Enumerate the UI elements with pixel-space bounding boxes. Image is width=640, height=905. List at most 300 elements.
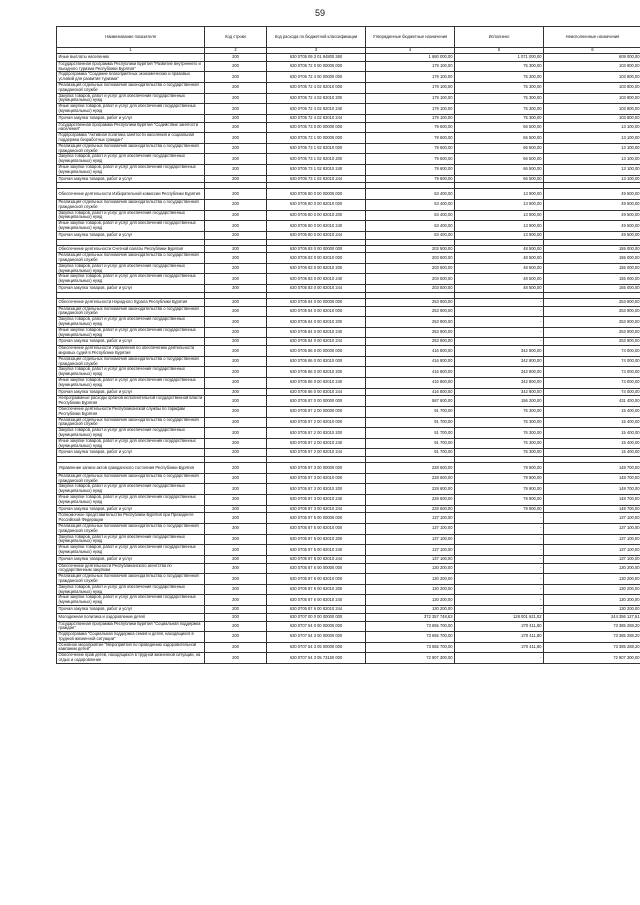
cell-approved: 79 600,00 <box>366 143 455 154</box>
cell-kbk: 630 0705 87 5 00 00000 000 <box>267 513 366 524</box>
cell-kbk: 630 0705 72 4 02 82010 244 <box>267 114 366 122</box>
cell-remaining: 13 100,00 <box>544 164 640 175</box>
cell-name: Государственная программа Республики Бурятия "Социальная поддержка граждан" <box>57 621 205 632</box>
cell-executed: 48 500,00 <box>455 285 544 293</box>
header-kbk: Код расхода по бюджетной классификации <box>267 27 366 48</box>
cell-kbk: 630 0705 72 0 00 00000 000 <box>267 61 366 72</box>
table-row <box>57 199 640 210</box>
cell-kbk: 630 0707 54 3 05 73150 000 <box>267 653 366 664</box>
cell-executed: - <box>455 523 544 534</box>
cell-kbk: 630 0705 86 0 00 82010 244 <box>267 388 366 396</box>
cell-name: Иные закупки товаров, работ и услуг для обеспечения государственных (муниципальных) нужд <box>57 327 205 338</box>
table-row <box>57 621 640 632</box>
cell-executed: - <box>455 545 544 556</box>
cell-name: Прочая закупка товаров, работ и услуг <box>57 388 205 396</box>
cell-row-code: 200 <box>205 317 267 328</box>
cell-name: Обеспечение прав детей, находящихся в трудной жизненной ситуации, на отдых и оздоровление <box>57 653 205 664</box>
cell-name: Реализация отдельных полномочий законодательства о государственной гражданской службе <box>57 143 205 154</box>
cell-remaining: 103 800,00 <box>544 114 640 122</box>
cell-row-code: 200 <box>205 175 267 183</box>
cell-executed: 75 300,00 <box>455 93 544 104</box>
cell-row-code: 200 <box>205 231 267 239</box>
cell-kbk: 630 0705 87 3 00 00000 000 <box>267 463 366 474</box>
cell-name: Закупка товаров, работ и услуг для обеспечения государственных (муниципальных) нужд <box>57 428 205 439</box>
table-row <box>57 285 640 293</box>
cell-row-code: 200 <box>205 555 267 563</box>
cell-name: Иные выплаты населению <box>57 54 205 62</box>
cell-approved: 203 500,00 <box>366 263 455 274</box>
cell-kbk: 630 0707 00 0 00 00000 000 <box>267 613 366 621</box>
cell-row-code: 200 <box>205 285 267 293</box>
cell-name: Подпрограмма "Социальная поддержка семей и детей, находящихся в трудной жизненной ситуации" <box>57 632 205 643</box>
table-row <box>57 505 640 513</box>
cell-executed: - <box>455 563 544 574</box>
cell-approved: 179 100,00 <box>366 72 455 83</box>
cell-name: Прочая закупка товаров, работ и услуг <box>57 338 205 346</box>
cell-name: Прочая закупка товаров, работ и услуг <box>57 175 205 183</box>
cell-name: Реализация отдельных полномочий законодательства о государственной гражданской службе <box>57 82 205 93</box>
cell-kbk: 630 0705 87 3 00 82010 240 <box>267 494 366 505</box>
cell-executed: 48 500,00 <box>455 253 544 264</box>
cell-approved: 91 700,00 <box>366 417 455 428</box>
cell-row-code: 200 <box>205 584 267 595</box>
cell-executed: 75 300,00 <box>455 114 544 122</box>
cell-executed: 66 500,00 <box>455 133 544 144</box>
cell-row-code: 200 <box>205 154 267 165</box>
cell-kbk: 630 0705 87 2 00 82010 000 <box>267 417 366 428</box>
cell-remaining: 137 100,00 <box>544 555 640 563</box>
cell-kbk: 630 0705 73 1 00 00000 000 <box>267 133 366 144</box>
cell-approved: 63 400,00 <box>366 189 455 200</box>
cell-row-code: 200 <box>205 463 267 474</box>
table-row <box>57 221 640 232</box>
cell-kbk: 630 0707 54 3 00 00000 000 <box>267 632 366 643</box>
cell-name: Реализация отдельных полномочий законодательства о государственной гражданской службе <box>57 523 205 534</box>
cell-kbk: 630 0705 80 0 00 82010 244 <box>267 231 366 239</box>
cell-approved: 253 900,00 <box>366 327 455 338</box>
table-row <box>57 61 640 72</box>
cell-row-code: 200 <box>205 613 267 621</box>
table-row <box>57 494 640 505</box>
cell-name: Иные закупки товаров, работ и услуг для обеспечения государственных (муниципальных) нужд <box>57 104 205 115</box>
cell-remaining: 13 100,00 <box>544 154 640 165</box>
table-row <box>57 189 640 200</box>
cell-name: Иные закупки товаров, работ и услуг для обеспечения государственных (муниципальных) нужд <box>57 545 205 556</box>
cell-name: Закупка товаров, работ и услуг для обеспечения государственных (муниципальных) нужд <box>57 367 205 378</box>
cell-approved: 137 100,00 <box>366 534 455 545</box>
header-executed: Исполнено <box>455 27 544 48</box>
table-row <box>57 584 640 595</box>
cell-row-code: 200 <box>205 327 267 338</box>
cell-kbk: 630 0705 87 6 00 82010 000 <box>267 574 366 585</box>
table-row <box>57 555 640 563</box>
cell-remaining: 49 500,00 <box>544 189 640 200</box>
cell-remaining: 130 200,00 <box>544 574 640 585</box>
cell-remaining: 13 100,00 <box>544 175 640 183</box>
cell-name: Реализация отдельных полномочий законодательства о государственной гражданской службе <box>57 253 205 264</box>
cell-approved: 416 800,00 <box>366 367 455 378</box>
cell-remaining: 253 900,00 <box>544 327 640 338</box>
cell-executed: 75 300,00 <box>455 82 544 93</box>
cell-name: Реализация отдельных полномочий законодательства о государственной гражданской службе <box>57 417 205 428</box>
column-number: 1 <box>57 48 205 54</box>
table-row <box>57 263 640 274</box>
cell-row-code: 200 <box>205 513 267 524</box>
cell-row-code: 200 <box>205 642 267 653</box>
cell-name: Управление записи актов гражданского состояния Республики Бурятия <box>57 463 205 474</box>
cell-remaining: 244 356 127,61 <box>544 613 640 621</box>
cell-kbk: 630 0705 87 5 00 82010 200 <box>267 534 366 545</box>
cell-executed: 48 500,00 <box>455 245 544 253</box>
cell-name: Реализация отдельных полномочий законодательства о государственной гражданской службе <box>57 473 205 484</box>
table-row <box>57 317 640 328</box>
table-row <box>57 356 640 367</box>
table-row <box>57 388 640 396</box>
cell-executed: 75 300,00 <box>455 72 544 83</box>
cell-approved: 79 600,00 <box>366 133 455 144</box>
cell-approved: 203 500,00 <box>366 285 455 293</box>
cell-approved: 137 100,00 <box>366 513 455 524</box>
cell-name: Прочая закупка товаров, работ и услуг <box>57 449 205 457</box>
cell-kbk: 630 0705 87 5 00 82010 000 <box>267 523 366 534</box>
cell-executed: 76 300,00 <box>455 449 544 457</box>
cell-row-code: 200 <box>205 306 267 317</box>
cell-kbk: 630 0705 86 0 00 82010 000 <box>267 356 366 367</box>
cell-name: Обеспечение деятельности Республиканской службы по тарифам Республики Бурятия <box>57 407 205 418</box>
cell-row-code: 200 <box>205 114 267 122</box>
cell-remaining: 137 100,00 <box>544 523 640 534</box>
cell-name: Обеспечение деятельности Счетной палаты Республики Бурятия <box>57 245 205 253</box>
table-row <box>57 327 640 338</box>
column-number: 2 <box>205 48 267 54</box>
cell-remaining: 130 200,00 <box>544 584 640 595</box>
cell-row-code: 200 <box>205 378 267 389</box>
cell-name: Иные закупки товаров, работ и услуг для обеспечения государственных (муниципальных) нужд <box>57 595 205 606</box>
cell-row-code: 200 <box>205 396 267 407</box>
cell-remaining: 137 100,00 <box>544 534 640 545</box>
cell-kbk: 630 0705 84 0 00 00000 000 <box>267 298 366 306</box>
cell-name: Реализация отдельных полномочий законодательства о государственной гражданской службе <box>57 356 205 367</box>
cell-row-code: 200 <box>205 449 267 457</box>
cell-executed: 79 900,00 <box>455 484 544 495</box>
table-row <box>57 82 640 93</box>
cell-name: Подпрограмма "Создание благоприятных экономических и правовых условий для развития туризма" <box>57 72 205 83</box>
cell-approved: 130 200,00 <box>366 605 455 613</box>
cell-approved: 130 200,00 <box>366 574 455 585</box>
cell-approved: 228 600,00 <box>366 494 455 505</box>
cell-name: Полномочное представительство Республики Бурятия при Президенте Российской Федерации <box>57 513 205 524</box>
table-body <box>57 54 640 664</box>
cell-remaining: 253 900,00 <box>544 306 640 317</box>
cell-approved: 63 400,00 <box>366 210 455 221</box>
cell-approved: 416 800,00 <box>366 388 455 396</box>
cell-executed: 79 900,00 <box>455 505 544 513</box>
cell-remaining: 130 200,00 <box>544 605 640 613</box>
column-number: 3 <box>267 48 366 54</box>
cell-name: Реализация отдельных полномочий законодательства о государственной гражданской службе <box>57 306 205 317</box>
table-row <box>57 574 640 585</box>
table-header-row <box>57 27 640 48</box>
cell-row-code: 200 <box>205 221 267 232</box>
table-row <box>57 93 640 104</box>
cell-name: Прочая закупка товаров, работ и услуг <box>57 114 205 122</box>
table-row <box>57 346 640 357</box>
cell-approved: 79 600,00 <box>366 175 455 183</box>
cell-kbk: 630 0705 87 6 00 00000 000 <box>267 563 366 574</box>
cell-kbk: 630 0705 86 0 00 82010 200 <box>267 367 366 378</box>
table-row <box>57 164 640 175</box>
cell-executed: 75 300,00 <box>455 61 544 72</box>
cell-kbk: 630 0705 73 1 02 82010 200 <box>267 154 366 165</box>
header-approved: Утвержденные бюджетные назначения <box>366 27 455 48</box>
table-row <box>57 595 640 606</box>
cell-approved: 91 700,00 <box>366 428 455 439</box>
cell-approved: 179 100,00 <box>366 61 455 72</box>
table-row <box>57 143 640 154</box>
header-name: Наименование показателя <box>57 27 205 48</box>
cell-row-code: 200 <box>205 72 267 83</box>
cell-row-code: 200 <box>205 505 267 513</box>
cell-row-code: 200 <box>205 367 267 378</box>
table-row <box>57 175 640 183</box>
cell-approved: 73 655 700,00 <box>366 621 455 632</box>
cell-row-code: 200 <box>205 274 267 285</box>
cell-name: Реализация отдельных полномочий законодательства о государственной гражданской службе <box>57 199 205 210</box>
cell-remaining: 72 907 300,00 <box>544 653 640 664</box>
cell-row-code: 200 <box>205 133 267 144</box>
cell-kbk: 630 0705 86 0 00 82010 240 <box>267 378 366 389</box>
table-row <box>57 653 640 664</box>
cell-kbk: 630 0705 87 6 00 82010 200 <box>267 584 366 595</box>
cell-executed: 79 900,00 <box>455 463 544 474</box>
cell-row-code: 200 <box>205 253 267 264</box>
cell-kbk: 630 0705 09 3 01 84800 360 <box>267 54 366 62</box>
cell-name: Иные закупки товаров, работ и услуг для обеспечения государственных (муниципальных) нужд <box>57 221 205 232</box>
cell-executed: 76 300,00 <box>455 407 544 418</box>
cell-row-code: 200 <box>205 653 267 664</box>
cell-name: Подпрограмма "Активная политика занятости населения и социальная поддержка безработных граждан" <box>57 133 205 144</box>
cell-remaining: 49 500,00 <box>544 231 640 239</box>
table-row <box>57 306 640 317</box>
table-row <box>57 545 640 556</box>
cell-remaining: 148 700,00 <box>544 473 640 484</box>
cell-remaining: 431 400,00 <box>544 396 640 407</box>
table-row <box>57 245 640 253</box>
table-row <box>57 122 640 133</box>
table-row <box>57 463 640 474</box>
cell-remaining: 73 385 288,20 <box>544 632 640 643</box>
cell-name: Иные закупки товаров, работ и услуг для обеспечения государственных (муниципальных) нужд <box>57 274 205 285</box>
cell-executed: - <box>455 595 544 606</box>
cell-remaining: 73 385 288,20 <box>544 621 640 632</box>
column-number: 4 <box>366 48 455 54</box>
cell-remaining: 15 400,00 <box>544 449 640 457</box>
cell-name: Закупка товаров, работ и услуг для обеспечения государственных (муниципальных) нужд <box>57 484 205 495</box>
cell-approved: 179 100,00 <box>366 82 455 93</box>
cell-approved: 253 900,00 <box>366 298 455 306</box>
cell-executed: 13 900,00 <box>455 231 544 239</box>
cell-kbk: 630 0705 72 4 02 82010 240 <box>267 104 366 115</box>
cell-kbk: 630 0705 80 0 00 82010 200 <box>267 210 366 221</box>
cell-executed: 156 200,00 <box>455 396 544 407</box>
cell-remaining: 130 200,00 <box>544 595 640 606</box>
cell-approved: 63 400,00 <box>366 199 455 210</box>
cell-kbk: 630 0705 72 4 02 82010 000 <box>267 82 366 93</box>
cell-executed: - <box>455 327 544 338</box>
cell-kbk: 630 0707 54 3 05 00000 000 <box>267 642 366 653</box>
cell-row-code: 200 <box>205 199 267 210</box>
table-row <box>57 534 640 545</box>
cell-approved: 79 600,00 <box>366 154 455 165</box>
table-row <box>57 473 640 484</box>
cell-executed: 1 071 000,00 <box>455 54 544 62</box>
cell-executed: 76 300,00 <box>455 417 544 428</box>
cell-row-code: 200 <box>205 494 267 505</box>
cell-name: Закупка товаров, работ и услуг для обеспечения государственных (муниципальных) нужд <box>57 154 205 165</box>
cell-remaining: 74 000,00 <box>544 378 640 389</box>
cell-kbk: 630 0705 84 0 00 82010 200 <box>267 317 366 328</box>
table-row <box>57 274 640 285</box>
cell-remaining: 49 500,00 <box>544 199 640 210</box>
cell-kbk: 630 0705 84 0 00 82010 244 <box>267 338 366 346</box>
cell-executed: 13 900,00 <box>455 189 544 200</box>
cell-name: Основное мероприятие "Мероприятия по проведению оздоровительной кампании детей" <box>57 642 205 653</box>
cell-executed: 342 800,00 <box>455 356 544 367</box>
table-row <box>57 563 640 574</box>
cell-name: Закупка товаров, работ и услуг для обеспечения государственных (муниципальных) нужд <box>57 317 205 328</box>
cell-executed: 48 500,00 <box>455 263 544 274</box>
cell-approved: 228 600,00 <box>366 505 455 513</box>
cell-executed: 66 500,00 <box>455 122 544 133</box>
cell-remaining: 74 000,00 <box>544 346 640 357</box>
cell-remaining: 609 000,00 <box>544 54 640 62</box>
cell-remaining: 49 500,00 <box>544 210 640 221</box>
cell-kbk: 630 0705 87 3 00 82010 000 <box>267 473 366 484</box>
cell-remaining: 103 800,00 <box>544 61 640 72</box>
cell-row-code: 200 <box>205 407 267 418</box>
cell-row-code: 200 <box>205 356 267 367</box>
table-row <box>57 378 640 389</box>
cell-row-code: 200 <box>205 189 267 200</box>
cell-name: Прочая закупка товаров, работ и услуг <box>57 285 205 293</box>
cell-row-code: 200 <box>205 523 267 534</box>
cell-remaining: 148 700,00 <box>544 505 640 513</box>
cell-name: Иные закупки товаров, работ и услуг для обеспечения государственных (муниципальных) нужд <box>57 378 205 389</box>
cell-row-code: 200 <box>205 534 267 545</box>
cell-row-code: 200 <box>205 61 267 72</box>
cell-executed: 270 411,80 <box>455 621 544 632</box>
cell-approved: 179 100,00 <box>366 93 455 104</box>
cell-row-code: 200 <box>205 563 267 574</box>
cell-remaining: 74 000,00 <box>544 356 640 367</box>
cell-executed: 270 411,80 <box>455 642 544 653</box>
cell-row-code: 200 <box>205 417 267 428</box>
cell-remaining: 148 700,00 <box>544 463 640 474</box>
cell-executed: 342 800,00 <box>455 378 544 389</box>
table-row <box>57 484 640 495</box>
cell-name: Обеспечение деятельности Республиканского агентства по государственным закупкам <box>57 563 205 574</box>
cell-approved: 416 800,00 <box>366 356 455 367</box>
cell-row-code: 200 <box>205 245 267 253</box>
cell-remaining: 155 000,00 <box>544 245 640 253</box>
cell-executed: 76 300,00 <box>455 438 544 449</box>
cell-kbk: 630 0705 87 2 00 82010 240 <box>267 438 366 449</box>
cell-remaining: 13 100,00 <box>544 143 640 154</box>
cell-executed: - <box>455 513 544 524</box>
cell-executed: - <box>455 605 544 613</box>
cell-kbk: 630 0705 87 3 00 82010 244 <box>267 505 366 513</box>
cell-remaining: 13 100,00 <box>544 122 640 133</box>
cell-approved: 179 100,00 <box>366 104 455 115</box>
table-row <box>57 367 640 378</box>
cell-row-code: 200 <box>205 54 267 62</box>
cell-executed: - <box>455 298 544 306</box>
cell-kbk: 630 0705 87 6 00 82010 240 <box>267 595 366 606</box>
header-remaining: Неисполненные назначения <box>544 27 640 48</box>
cell-row-code: 200 <box>205 164 267 175</box>
cell-executed: 128 001 621,02 <box>455 613 544 621</box>
cell-remaining: 253 900,00 <box>544 338 640 346</box>
cell-executed: 66 500,00 <box>455 175 544 183</box>
cell-approved: 228 600,00 <box>366 484 455 495</box>
cell-remaining: 103 800,00 <box>544 93 640 104</box>
cell-kbk: 630 0705 73 1 02 82010 244 <box>267 175 366 183</box>
cell-kbk: 630 0705 73 1 02 82010 240 <box>267 164 366 175</box>
cell-remaining: 155 000,00 <box>544 263 640 274</box>
cell-approved: 63 400,00 <box>366 231 455 239</box>
table-row <box>57 407 640 418</box>
cell-remaining: 15 400,00 <box>544 438 640 449</box>
cell-approved: 73 655 700,00 <box>366 642 455 653</box>
cell-row-code: 200 <box>205 263 267 274</box>
cell-approved: 228 600,00 <box>366 463 455 474</box>
cell-executed: 13 900,00 <box>455 199 544 210</box>
cell-row-code: 200 <box>205 621 267 632</box>
cell-approved: 130 200,00 <box>366 563 455 574</box>
cell-approved: 91 700,00 <box>366 438 455 449</box>
cell-kbk: 630 0705 83 0 00 00000 000 <box>267 245 366 253</box>
cell-row-code: 200 <box>205 545 267 556</box>
cell-kbk: 630 0705 73 0 00 00000 000 <box>267 122 366 133</box>
cell-remaining: 137 100,00 <box>544 513 640 524</box>
cell-row-code: 200 <box>205 595 267 606</box>
cell-name: Прочая закупка товаров, работ и услуг <box>57 231 205 239</box>
cell-approved: 91 700,00 <box>366 407 455 418</box>
cell-name: Обеспечение деятельности Народного Хурала Республики Бурятия <box>57 298 205 306</box>
cell-name: Молодежная политика и оздоровление детей <box>57 613 205 621</box>
cell-kbk: 630 0705 87 2 00 82010 244 <box>267 449 366 457</box>
cell-row-code: 200 <box>205 632 267 643</box>
cell-remaining: 253 900,00 <box>544 298 640 306</box>
cell-executed: - <box>455 317 544 328</box>
cell-row-code: 200 <box>205 338 267 346</box>
cell-approved: 253 900,00 <box>366 338 455 346</box>
cell-executed: - <box>455 574 544 585</box>
page-number: 59 <box>314 8 325 18</box>
cell-kbk: 630 0705 87 3 00 82010 200 <box>267 484 366 495</box>
cell-remaining: 155 000,00 <box>544 274 640 285</box>
cell-approved: 79 600,00 <box>366 164 455 175</box>
table-row <box>57 523 640 534</box>
cell-approved: 137 100,00 <box>366 545 455 556</box>
cell-remaining: 103 800,00 <box>544 82 640 93</box>
cell-approved: 72 907 300,00 <box>366 653 455 664</box>
cell-approved: 137 100,00 <box>366 555 455 563</box>
cell-row-code: 200 <box>205 428 267 439</box>
table-row <box>57 513 640 524</box>
table-row <box>57 231 640 239</box>
cell-row-code: 200 <box>205 438 267 449</box>
